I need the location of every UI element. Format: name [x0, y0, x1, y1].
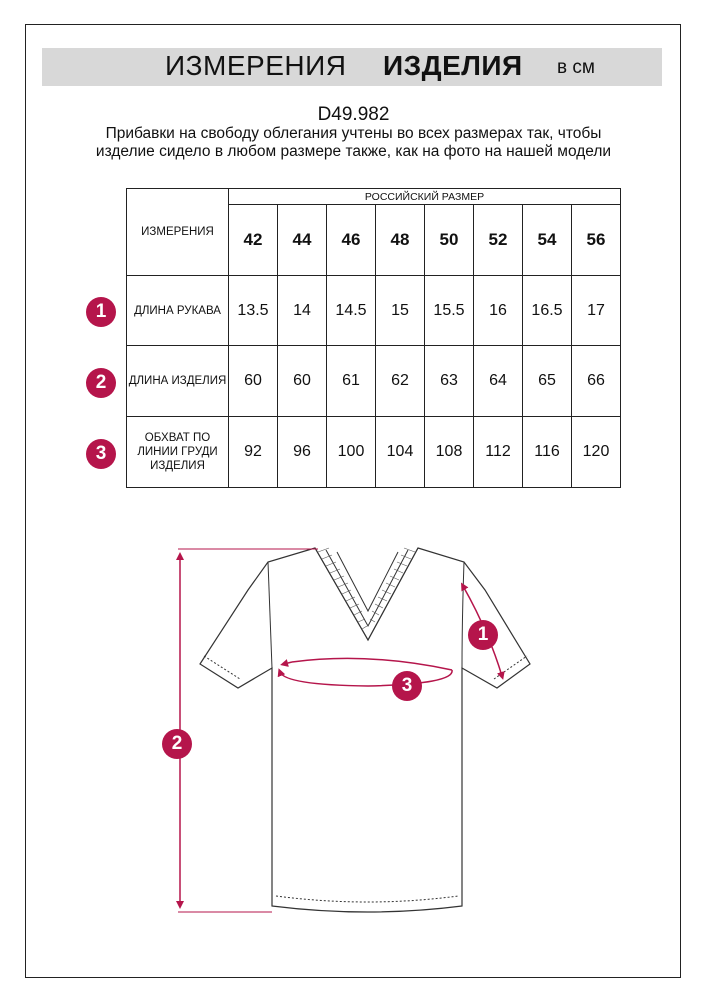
value-cell: 15	[376, 276, 425, 346]
diagram-marker-sleeve: 1	[468, 620, 498, 650]
value-cell: 116	[523, 417, 572, 488]
tshirt-outline	[200, 548, 530, 912]
size-cell: 44	[278, 205, 327, 276]
product-code: D49.982	[317, 104, 390, 125]
value-cell: 15.5	[425, 276, 474, 346]
diagram-marker-length: 2	[162, 729, 192, 759]
row-label: ОБХВАТ ПО ЛИНИИ ГРУДИ ИЗДЕЛИЯ	[127, 417, 229, 488]
value-cell: 66	[572, 346, 621, 417]
size-cell: 46	[327, 205, 376, 276]
value-cell: 60	[229, 346, 278, 417]
value-cell: 108	[425, 417, 474, 488]
value-cell: 14.5	[327, 276, 376, 346]
size-header: РОССИЙСКИЙ РАЗМЕР	[229, 189, 621, 205]
size-cell: 52	[474, 205, 523, 276]
value-cell: 14	[278, 276, 327, 346]
value-cell: 96	[278, 417, 327, 488]
value-cell: 64	[474, 346, 523, 417]
title-measurements: ИЗМЕРЕНИЯ	[165, 50, 347, 81]
title-units: в см	[557, 57, 595, 78]
value-cell: 16	[474, 276, 523, 346]
size-cell: 54	[523, 205, 572, 276]
size-cell: 56	[572, 205, 621, 276]
value-cell: 13.5	[229, 276, 278, 346]
value-cell: 63	[425, 346, 474, 417]
row-number-badge: 1	[86, 297, 116, 327]
value-cell: 60	[278, 346, 327, 417]
diagram-marker-chest: 3	[392, 671, 422, 701]
value-cell: 61	[327, 346, 376, 417]
value-cell: 100	[327, 417, 376, 488]
title-product: ИЗДЕЛИЯ	[383, 50, 523, 81]
value-cell: 112	[474, 417, 523, 488]
fit-note: Прибавки на свободу облегания учтены во всех размерах так, чтобы изделие сидело в любом размере также, как на фото на нашей модели	[95, 125, 612, 160]
value-cell: 92	[229, 417, 278, 488]
size-cell: 42	[229, 205, 278, 276]
row-number-badge: 2	[86, 368, 116, 398]
value-cell: 65	[523, 346, 572, 417]
row-label: ДЛИНА РУКАВА	[127, 276, 229, 346]
value-cell: 16.5	[523, 276, 572, 346]
row-number-badge: 3	[86, 439, 116, 469]
value-cell: 120	[572, 417, 621, 488]
size-cell: 48	[376, 205, 425, 276]
value-cell: 62	[376, 346, 425, 417]
measure-header: ИЗМЕРЕНИЯ	[127, 189, 229, 276]
value-cell: 104	[376, 417, 425, 488]
row-label: ДЛИНА ИЗДЕЛИЯ	[127, 346, 229, 417]
value-cell: 17	[572, 276, 621, 346]
size-cell: 50	[425, 205, 474, 276]
